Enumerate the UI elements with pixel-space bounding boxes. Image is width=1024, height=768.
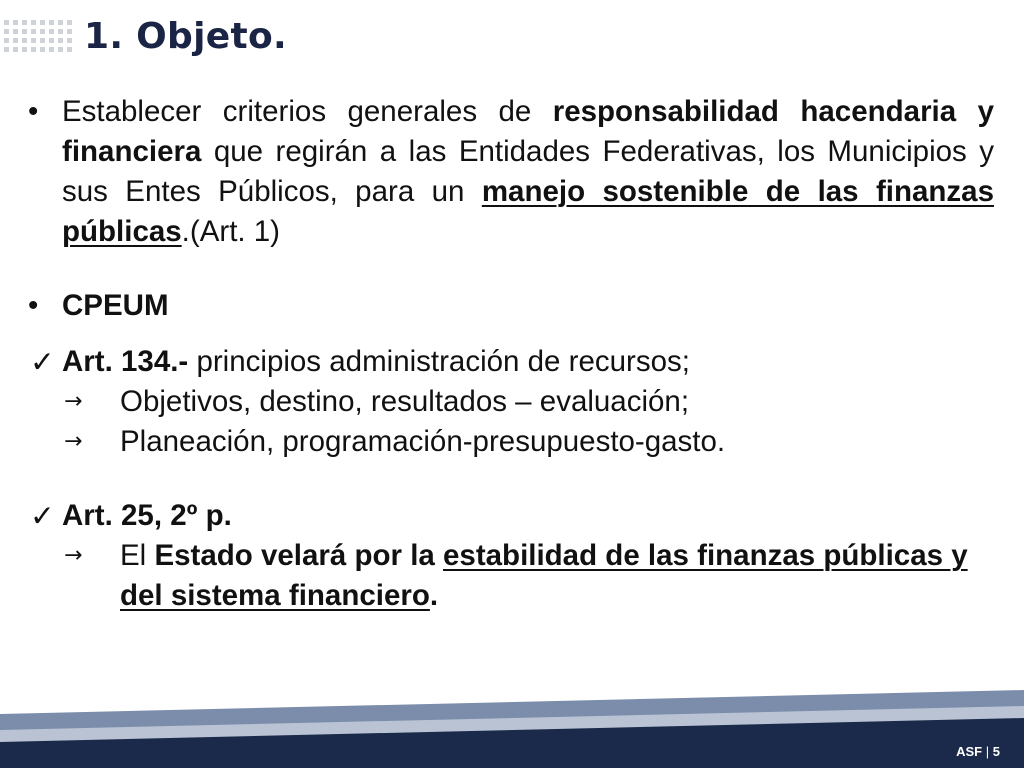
article-ref: Art. 134.- — [62, 345, 189, 378]
footer-band — [0, 690, 1024, 768]
text-run: .(Art. 1) — [181, 215, 281, 248]
subitem-text — [120, 536, 994, 616]
underlined-emphasis-text: manejo sostenible de las finanzas públicas — [62, 175, 994, 248]
cpeum-label: CPEUM — [62, 289, 169, 322]
slide-footer — [956, 744, 1000, 759]
check-item-art-134 — [28, 342, 994, 382]
page-number: 5 — [992, 744, 1000, 759]
text-run: El — [120, 539, 155, 572]
arrow-subitem — [64, 536, 994, 616]
checkmark-icon: ✓ — [30, 345, 55, 379]
objective-text — [62, 92, 994, 252]
article-ref: Art. 25, 2º p. — [62, 499, 232, 532]
bullet-dot-icon: • — [28, 289, 39, 322]
bullet-cpeum — [28, 286, 994, 326]
bullet-objective — [28, 92, 994, 252]
bullet-dot-icon: • — [28, 95, 39, 128]
text-run: Establecer criterios generales de — [62, 95, 553, 128]
emphasis-text: Estado velará por la — [154, 539, 443, 572]
arrow-subitem — [64, 382, 994, 422]
slide-title: 1. Objeto. — [84, 16, 288, 57]
underlined-emphasis-text: estabilidad de las finanzas públicas y del sistema financiero — [120, 539, 968, 612]
decorative-dot-grid — [4, 20, 73, 53]
text-run: principios administración de recursos; — [188, 345, 690, 378]
org-label: ASF — [956, 744, 983, 759]
arrow-subitem — [64, 422, 994, 462]
subitem-text: Planeación, programación-presupuesto-gasto. — [120, 425, 726, 458]
emphasis-text: responsabilidad hacendaria y financiera — [62, 95, 994, 168]
check-item-text — [62, 342, 994, 382]
separator: | — [985, 744, 990, 759]
text-run: . — [429, 579, 439, 612]
check-item-art-25 — [28, 496, 994, 536]
checkmark-icon: ✓ — [30, 499, 55, 533]
right-arrow-icon: → — [64, 389, 83, 414]
text-run: que regirán a las Entidades Federativas, los Municipios y sus Entes Públicos, para un — [62, 135, 994, 208]
slide-body — [28, 92, 994, 616]
subitem-text: Objetivos, destino, resultados – evaluación; — [120, 385, 690, 418]
right-arrow-icon: → — [64, 429, 83, 454]
right-arrow-icon: → — [64, 543, 83, 568]
